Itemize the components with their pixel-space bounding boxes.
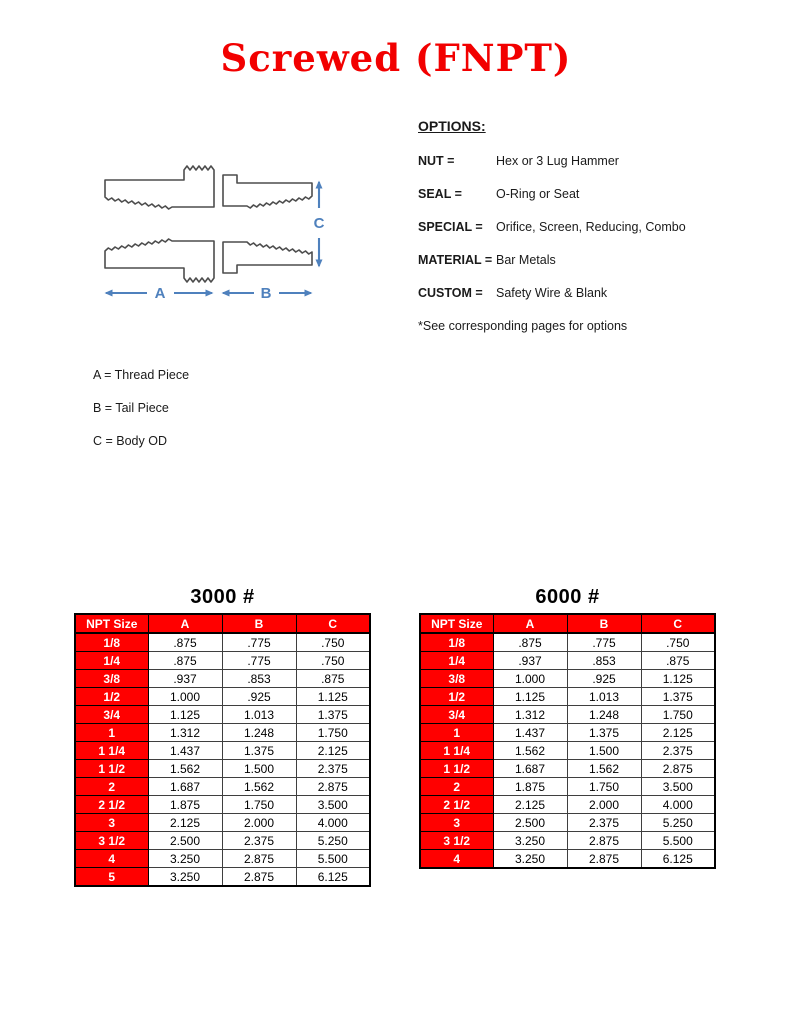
table-row (75, 633, 370, 652)
options-item-nut (418, 155, 718, 168)
dim-value-cell: .750 (296, 633, 370, 652)
spec-table-6000 (419, 613, 716, 869)
dim-label-a: A (154, 285, 166, 302)
dim-value-cell: 2.125 (493, 796, 567, 814)
dim-value-cell: .775 (567, 633, 641, 652)
dim-value-cell: 1.375 (296, 706, 370, 724)
option-label: SPECIAL = (418, 220, 483, 234)
npt-size-cell: 2 (420, 778, 493, 796)
table-row (420, 778, 715, 796)
dim-value-cell: .875 (148, 652, 222, 670)
dim-value-cell: .775 (222, 652, 296, 670)
dim-value-cell: .750 (641, 633, 715, 652)
dim-value-cell: .853 (222, 670, 296, 688)
thread-piece-top-drawing (105, 166, 214, 209)
dim-value-cell: 1.013 (222, 706, 296, 724)
table-row (75, 724, 370, 742)
npt-size-cell: 1 1/2 (75, 760, 148, 778)
dim-value-cell: 2.875 (296, 778, 370, 796)
npt-size-cell: 3 (420, 814, 493, 832)
dim-value-cell: 4.000 (296, 814, 370, 832)
table-row (75, 670, 370, 688)
dim-value-cell: 1.750 (567, 778, 641, 796)
tail-piece-top-drawing (223, 175, 312, 208)
dim-value-cell: 5.500 (296, 850, 370, 868)
dim-value-cell: .875 (148, 633, 222, 652)
options-item-special (418, 221, 718, 234)
table-row (420, 760, 715, 778)
spec-table-3000 (74, 613, 371, 887)
dim-value-cell: .875 (296, 670, 370, 688)
npt-size-cell: 3/4 (420, 706, 493, 724)
tail-piece-bottom-drawing (223, 242, 312, 273)
table-block-6000 (419, 586, 716, 869)
column-header: NPT Size (420, 614, 493, 633)
dim-value-cell: 1.750 (222, 796, 296, 814)
dim-value-cell: 1.375 (641, 688, 715, 706)
dim-value-cell: 2.000 (222, 814, 296, 832)
table-row (420, 814, 715, 832)
legend-item-a: A = Thread Piece (93, 368, 190, 382)
dim-value-cell: 1.375 (222, 742, 296, 760)
dim-value-cell: 1.437 (148, 742, 222, 760)
column-header: B (567, 614, 641, 633)
options-item-material (418, 254, 718, 267)
dim-value-cell: 2.875 (641, 760, 715, 778)
dim-value-cell: 2.125 (641, 724, 715, 742)
fitting-diagram (95, 148, 345, 310)
npt-size-cell: 1 1/4 (420, 742, 493, 760)
legend-item-c: C = Body OD (93, 434, 167, 448)
dimension-legend (93, 369, 189, 468)
dim-value-cell: 1.750 (296, 724, 370, 742)
table-row (420, 652, 715, 670)
table-header-row (75, 614, 370, 633)
option-value: O-Ring or Seat (496, 187, 580, 201)
dim-value-cell: 2.875 (222, 850, 296, 868)
table-row (420, 706, 715, 724)
npt-size-cell: 1/4 (75, 652, 148, 670)
dim-value-cell: 1.500 (567, 742, 641, 760)
npt-size-cell: 1/4 (420, 652, 493, 670)
dim-value-cell: 2.875 (567, 832, 641, 850)
table-row (420, 633, 715, 652)
table-row (75, 814, 370, 832)
dim-value-cell: 3.250 (148, 850, 222, 868)
dim-value-cell: .925 (222, 688, 296, 706)
table-row (75, 760, 370, 778)
npt-size-cell: 4 (75, 850, 148, 868)
dim-value-cell: 1.562 (567, 760, 641, 778)
dim-value-cell: .853 (567, 652, 641, 670)
dim-value-cell: .925 (567, 670, 641, 688)
dim-value-cell: 1.125 (493, 688, 567, 706)
dim-value-cell: 2.375 (296, 760, 370, 778)
option-value: Hex or 3 Lug Hammer (496, 154, 619, 168)
dim-value-cell: 1.375 (567, 724, 641, 742)
options-item-custom (418, 287, 718, 300)
dim-value-cell: 4.000 (641, 796, 715, 814)
column-header: A (493, 614, 567, 633)
dim-value-cell: 6.125 (641, 850, 715, 869)
npt-size-cell: 3/8 (420, 670, 493, 688)
dim-value-cell: 1.125 (296, 688, 370, 706)
dim-value-cell: 2.375 (567, 814, 641, 832)
npt-size-cell: 2 (75, 778, 148, 796)
page-title: Screwed (FNPT) (220, 36, 572, 80)
npt-size-cell: 5 (75, 868, 148, 887)
dim-value-cell: 1.000 (493, 670, 567, 688)
dim-value-cell: 1.312 (493, 706, 567, 724)
npt-size-cell: 3/4 (75, 706, 148, 724)
options-item-seal (418, 188, 718, 201)
npt-size-cell: 1 (420, 724, 493, 742)
table-row (420, 796, 715, 814)
dim-value-cell: 1.437 (493, 724, 567, 742)
table-row (420, 850, 715, 869)
options-heading: OPTIONS: (418, 118, 486, 134)
npt-size-cell: 3 1/2 (75, 832, 148, 850)
dim-label-b: B (260, 285, 272, 302)
dim-value-cell: 3.500 (296, 796, 370, 814)
options-section (418, 118, 718, 333)
dim-value-cell: 1.562 (148, 760, 222, 778)
npt-size-cell: 1/8 (420, 633, 493, 652)
dim-value-cell: 1.000 (148, 688, 222, 706)
table-row (420, 724, 715, 742)
table-row (75, 868, 370, 887)
npt-size-cell: 1/2 (420, 688, 493, 706)
npt-size-cell: 1/8 (75, 633, 148, 652)
table-block-3000 (74, 586, 371, 887)
column-header: C (641, 614, 715, 633)
dim-value-cell: 1.125 (148, 706, 222, 724)
dim-value-cell: 2.000 (567, 796, 641, 814)
dim-value-cell: 1.312 (148, 724, 222, 742)
table-row (75, 688, 370, 706)
npt-size-cell: 3/8 (75, 670, 148, 688)
table-row (75, 832, 370, 850)
dim-value-cell: 1.248 (567, 706, 641, 724)
dim-value-cell: .937 (148, 670, 222, 688)
dim-value-cell: 2.375 (641, 742, 715, 760)
option-value: Safety Wire & Blank (496, 286, 608, 300)
dim-value-cell: 2.875 (222, 868, 296, 887)
options-footnote: *See corresponding pages for options (418, 319, 628, 333)
npt-size-cell: 3 1/2 (420, 832, 493, 850)
dim-value-cell: .875 (493, 633, 567, 652)
table-row (420, 742, 715, 760)
npt-size-cell: 1/2 (75, 688, 148, 706)
dim-value-cell: 1.687 (493, 760, 567, 778)
column-header: A (148, 614, 222, 633)
npt-size-cell: 1 (75, 724, 148, 742)
option-value: Orifice, Screen, Reducing, Combo (496, 220, 686, 234)
dim-value-cell: 5.500 (641, 832, 715, 850)
dim-value-cell: 3.500 (641, 778, 715, 796)
npt-size-cell: 2 1/2 (75, 796, 148, 814)
table-row (420, 670, 715, 688)
dim-value-cell: 2.875 (567, 850, 641, 869)
table-row (75, 706, 370, 724)
table-row (75, 778, 370, 796)
dim-value-cell: 2.125 (296, 742, 370, 760)
dim-value-cell: 3.250 (148, 868, 222, 887)
dim-value-cell: 1.687 (148, 778, 222, 796)
legend-item-b: B = Tail Piece (93, 401, 169, 415)
column-header: B (222, 614, 296, 633)
dim-value-cell: .775 (222, 633, 296, 652)
dim-value-cell: 1.875 (148, 796, 222, 814)
dim-value-cell: 1.248 (222, 724, 296, 742)
dim-value-cell: 3.250 (493, 850, 567, 869)
npt-size-cell: 2 1/2 (420, 796, 493, 814)
npt-size-cell: 4 (420, 850, 493, 869)
option-label: CUSTOM = (418, 286, 483, 300)
table-row (420, 688, 715, 706)
npt-size-cell: 1 1/4 (75, 742, 148, 760)
npt-size-cell: 3 (75, 814, 148, 832)
option-label: MATERIAL = (418, 253, 493, 267)
dim-value-cell: .750 (296, 652, 370, 670)
npt-size-cell: 1 1/2 (420, 760, 493, 778)
dim-value-cell: 1.013 (567, 688, 641, 706)
thread-piece-bottom-drawing (105, 239, 214, 282)
dim-value-cell: 1.750 (641, 706, 715, 724)
dim-value-cell: .875 (641, 652, 715, 670)
dim-value-cell: 2.125 (148, 814, 222, 832)
option-label: SEAL = (418, 187, 462, 201)
table-header-row (420, 614, 715, 633)
dim-value-cell: 1.875 (493, 778, 567, 796)
dim-value-cell: 1.500 (222, 760, 296, 778)
table-row (420, 832, 715, 850)
dim-label-c: C (313, 215, 325, 232)
table-row (75, 850, 370, 868)
dim-value-cell: 1.562 (493, 742, 567, 760)
dim-value-cell: .937 (493, 652, 567, 670)
option-label: NUT = (418, 154, 455, 168)
table-title-3000: 3000 # (190, 586, 255, 608)
dim-value-cell: 1.125 (641, 670, 715, 688)
dim-value-cell: 5.250 (296, 832, 370, 850)
dim-value-cell: 3.250 (493, 832, 567, 850)
column-header: NPT Size (75, 614, 148, 633)
dim-value-cell: 2.500 (148, 832, 222, 850)
table-row (75, 742, 370, 760)
table-row (75, 796, 370, 814)
dim-value-cell: 5.250 (641, 814, 715, 832)
column-header: C (296, 614, 370, 633)
option-value: Bar Metals (496, 253, 556, 267)
table-title-6000: 6000 # (535, 586, 600, 608)
dim-value-cell: 1.562 (222, 778, 296, 796)
dim-value-cell: 6.125 (296, 868, 370, 887)
dim-value-cell: 2.500 (493, 814, 567, 832)
dim-value-cell: 2.375 (222, 832, 296, 850)
table-row (75, 652, 370, 670)
